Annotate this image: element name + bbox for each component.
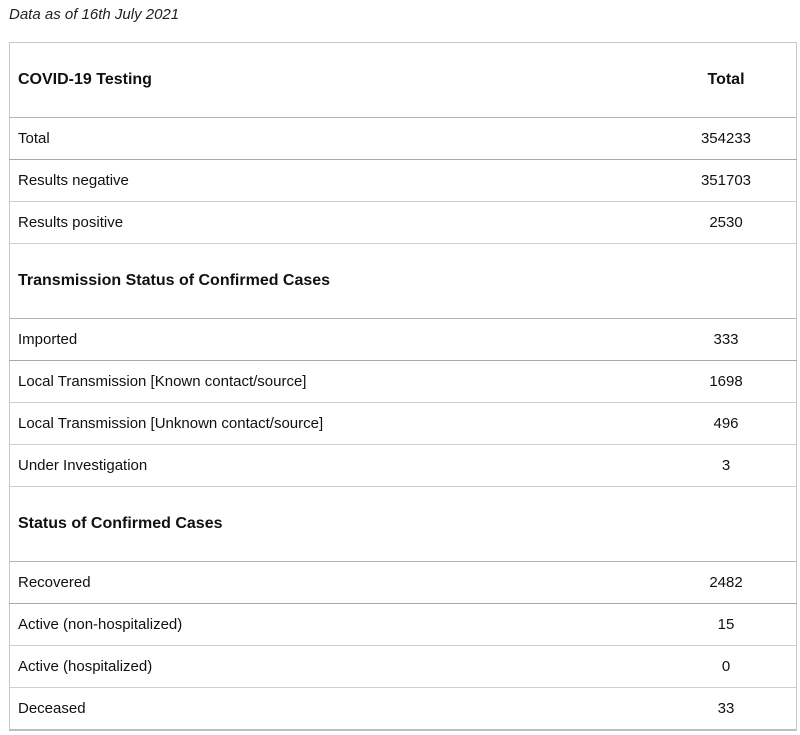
row-label: Imported (10, 319, 657, 361)
row-label: Under Investigation (10, 445, 657, 487)
value-column-heading (656, 487, 797, 562)
table-row (10, 202, 797, 244)
row-label: Recovered (10, 562, 657, 604)
covid-stats-table (9, 42, 797, 731)
table-row (10, 319, 797, 361)
value-column-heading: Total (656, 43, 797, 118)
table-row (10, 688, 797, 731)
value-column-heading (656, 244, 797, 319)
table-row (10, 403, 797, 445)
row-value: 354233 (656, 118, 797, 160)
row-label: Total (10, 118, 657, 160)
row-value: 3 (656, 445, 797, 487)
table-row (10, 646, 797, 688)
row-label: Active (non-hospitalized) (10, 604, 657, 646)
section-header-testing (10, 43, 797, 118)
row-label: Results negative (10, 160, 657, 202)
row-value: 1698 (656, 361, 797, 403)
row-value: 0 (656, 646, 797, 688)
table-row (10, 604, 797, 646)
row-label: Active (hospitalized) (10, 646, 657, 688)
section-heading: COVID-19 Testing (10, 43, 657, 118)
data-date-caption: Data as of 16th July 2021 (9, 6, 180, 23)
section-header-status (10, 487, 797, 562)
row-value: 351703 (656, 160, 797, 202)
section-header-transmission (10, 244, 797, 319)
row-value: 496 (656, 403, 797, 445)
row-value: 2482 (656, 562, 797, 604)
section-heading: Transmission Status of Confirmed Cases (10, 244, 657, 319)
row-value: 333 (656, 319, 797, 361)
table-row (10, 361, 797, 403)
table-row (10, 160, 797, 202)
row-label: Results positive (10, 202, 657, 244)
row-label: Deceased (10, 688, 657, 731)
row-value: 33 (656, 688, 797, 731)
table-row (10, 118, 797, 160)
table-row (10, 562, 797, 604)
section-heading: Status of Confirmed Cases (10, 487, 657, 562)
table-row (10, 445, 797, 487)
row-label: Local Transmission [Unknown contact/source] (10, 403, 657, 445)
row-label: Local Transmission [Known contact/source] (10, 361, 657, 403)
row-value: 15 (656, 604, 797, 646)
row-value: 2530 (656, 202, 797, 244)
